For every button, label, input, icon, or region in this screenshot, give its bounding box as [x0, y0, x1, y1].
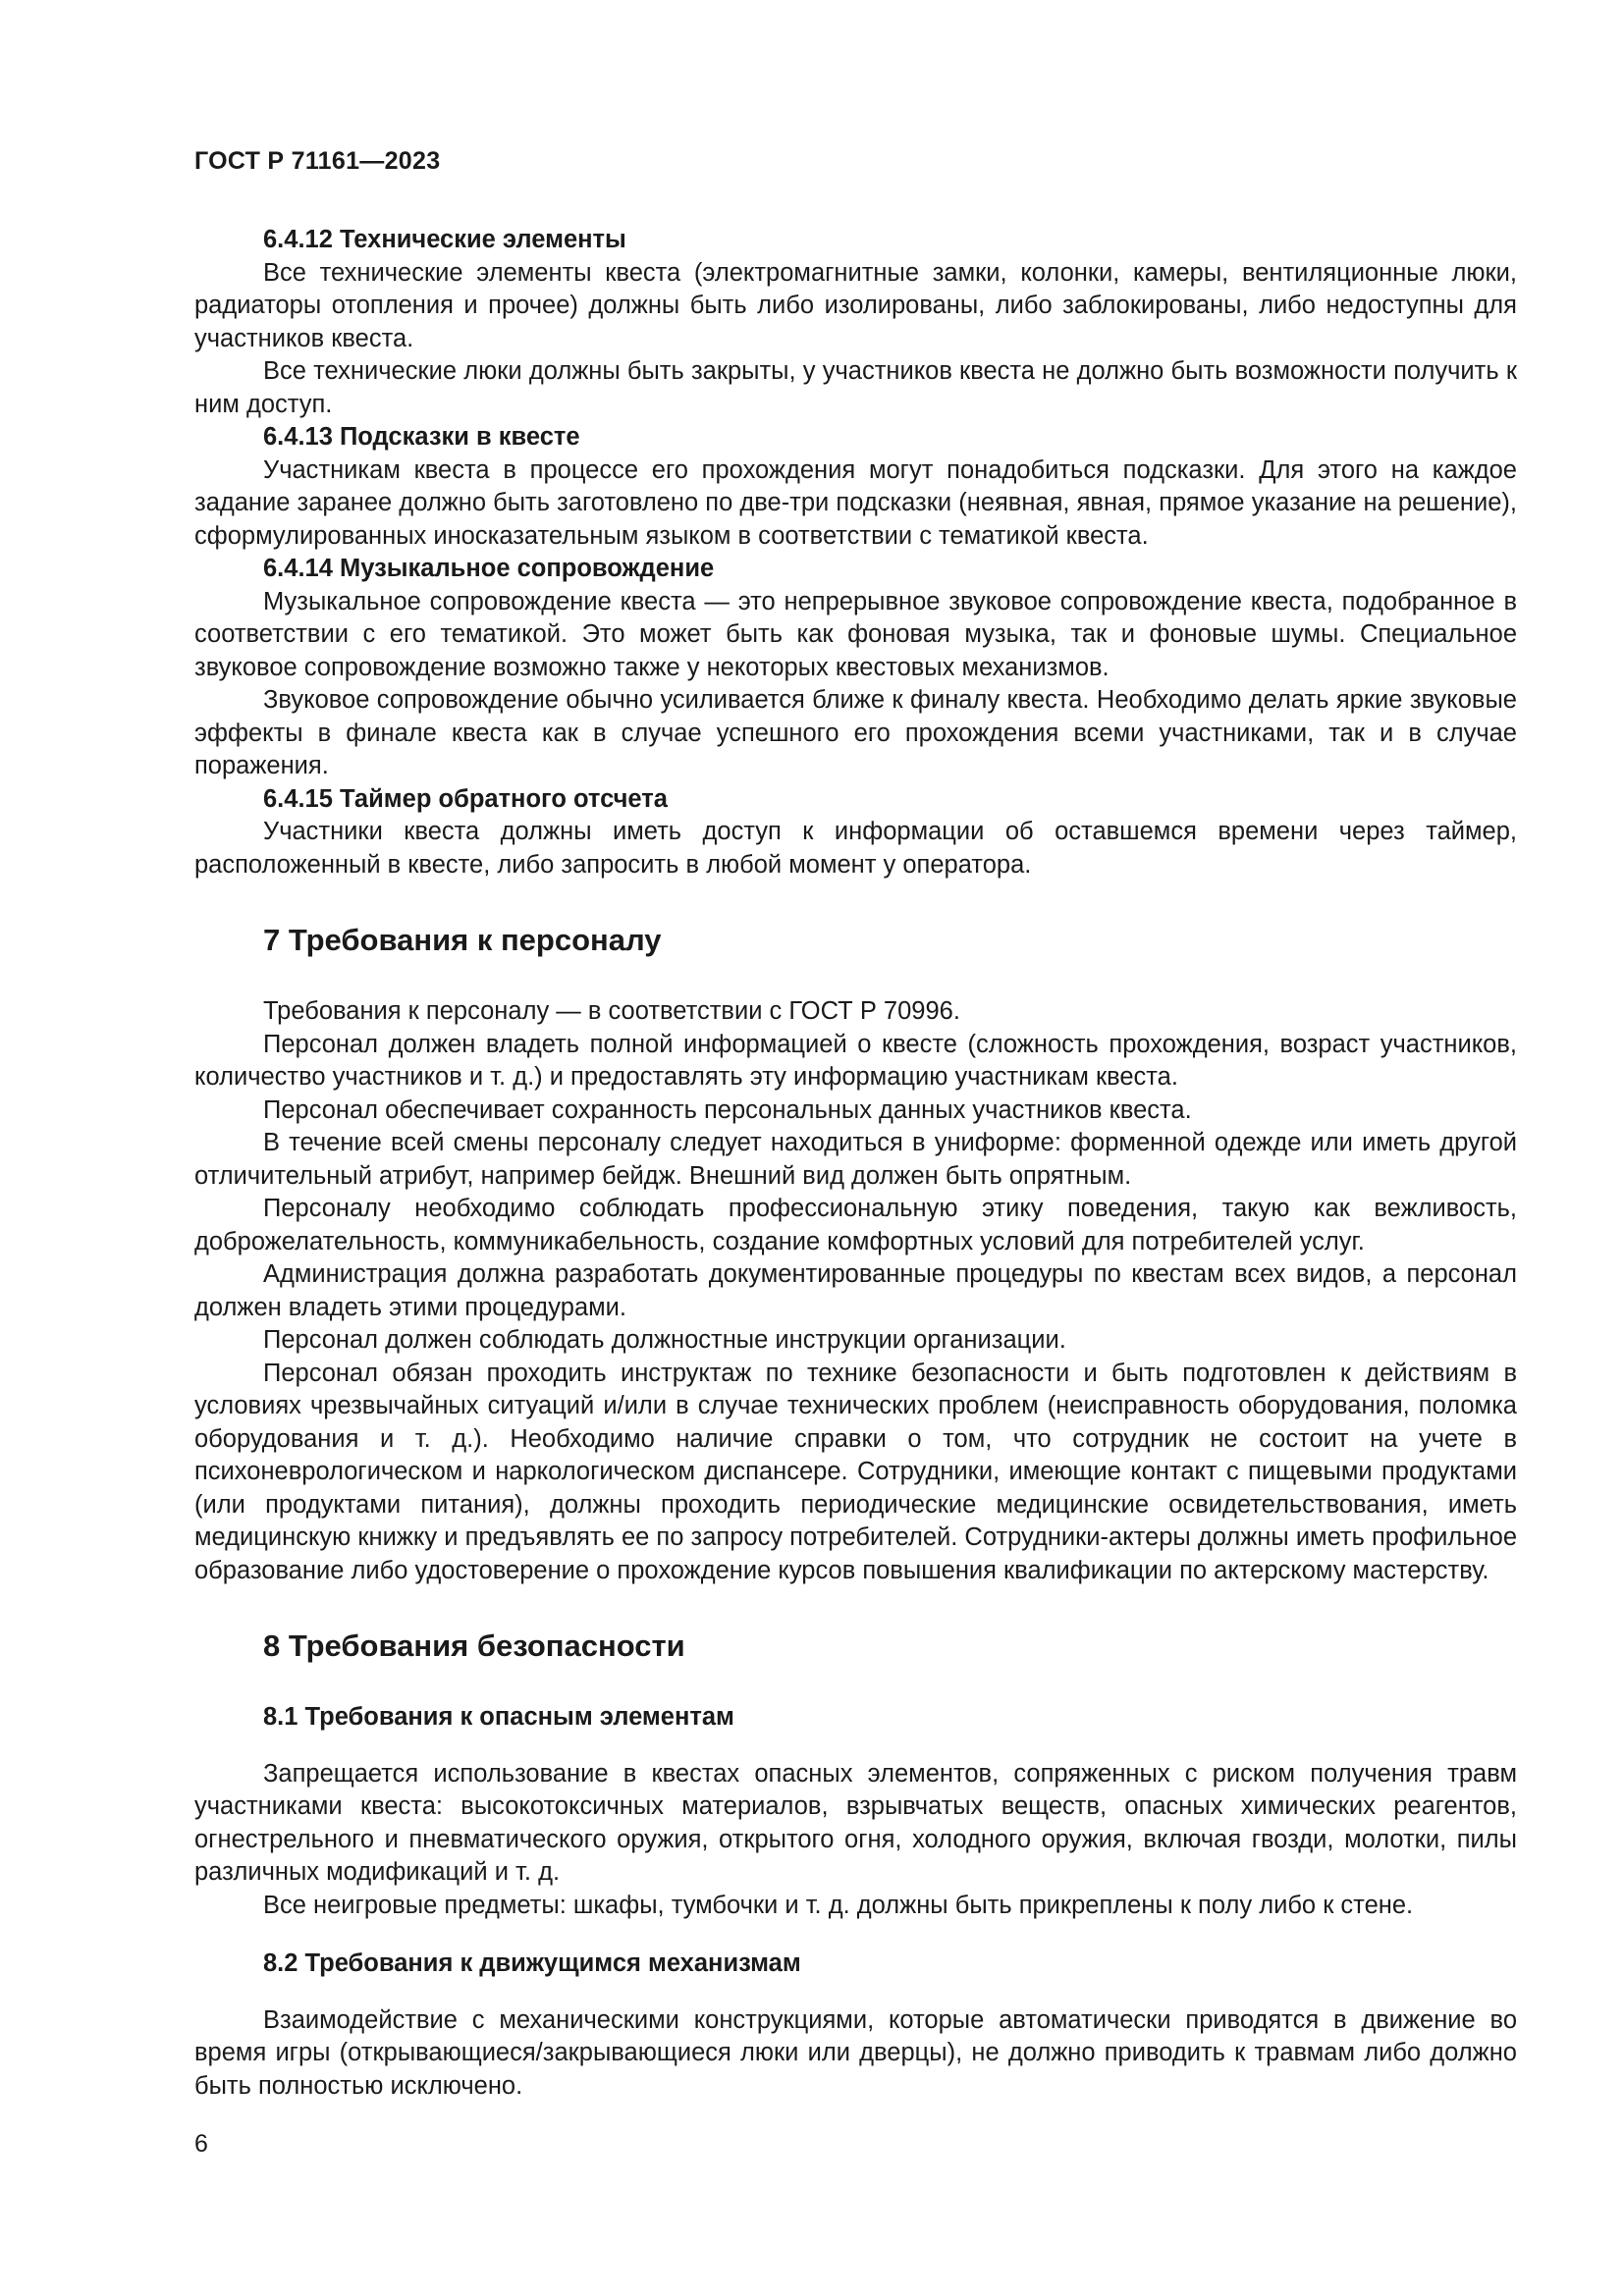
- section-7-paragraph: Персонал обязан проходить инструктаж по технике безопасности и быть подготовлен к действиям в условиях чрезвычайных ситуаций и/или в случае технических проблем (неисправность оборудования, поломка оборудования и т. д.). Необходимо наличие справки о том, что сотрудник не состоит на учете в психоневрологическом и наркологическом диспансере. Сотрудники, имеющие контакт с пищевыми продуктами (или продуктами питания), должны проходить периодические медицинские освидетельствования, иметь медицинскую книжку и предъявлять ее по запросу потребителей. Сотрудники-актеры должны иметь профильное образование либо удостоверение о прохождение курсов повышения квалификации по актерскому мастерству.: [194, 1359, 1517, 1584]
- section-7-paragraph: В течение всей смены персоналу следует находиться в униформе: форменной одежде или иметь другой отличительный атрибут, например бейдж. Внешний вид должен быть опрятным.: [194, 1129, 1517, 1190]
- section-6-4-13-title: 6.4.13 Подсказки в квесте: [263, 423, 580, 451]
- section-8-1-paragraph: Все неигровые предметы: шкафы, тумбочки и т. д. должны быть прикреплены к полу либо к стене.: [263, 1891, 1414, 1919]
- section-8-1-heading: 8.1 Требования к опасным элементам: [263, 1703, 734, 1731]
- section-6-4-12-paragraph: Все технические элементы квеста (электромагнитные замки, колонки, камеры, вентиляционные люки, радиаторы отопления и прочее) должны быть либо изолированы, либо заблокированы, либо недоступны для участников квеста.: [194, 258, 1517, 352]
- section-6-4-14-paragraph: Звуковое сопровождение обычно усиливается ближе к финалу квеста. Необходимо делать яркие звуковые эффекты в финале квеста как в случае успешного его прохождения всеми участниками, так и в случае поражения.: [194, 686, 1517, 779]
- section-6-4-14-title: 6.4.14 Музыкальное сопровождение: [263, 555, 715, 582]
- section-8-2-heading: 8.2 Требования к движущимся механизмам: [263, 1949, 801, 1977]
- section-7-paragraph: Требования к персоналу — в соответствии с ГОСТ Р 70996.: [263, 997, 960, 1025]
- section-6-4-15-title: 6.4.15 Таймер обратного отсчета: [263, 784, 668, 813]
- section-7-paragraph: Персонал должен владеть полной информацией о квесте (сложность прохождения, возраст участников, количество участников и т. д.) и предоставлять эту информацию участникам квеста.: [194, 1030, 1517, 1091]
- section-6-4-12-paragraph: Все технические люки должны быть закрыты, у участников квеста не должно быть возможности получить к ним доступ.: [194, 357, 1517, 418]
- section-7-paragraph: Персоналу необходимо соблюдать профессиональную этику поведения, такую как вежливость, доброжелательность, коммуникабельность, создание комфортных условий для потребителей услуг.: [194, 1195, 1517, 1255]
- section-6-4-14-paragraph: Музыкальное сопровождение квеста — это непрерывное звуковое сопровождение квеста, подобранное в соответствии с его тематикой. Это может быть как фоновая музыка, так и фоновые шумы. Специальное звуковое сопровождение возможно также у некоторых квестовых механизмов.: [194, 587, 1517, 681]
- document-code-header: ГОСТ Р 71161—2023: [194, 147, 441, 175]
- page-content: [194, 224, 1517, 2103]
- section-7-paragraph: Персонал обеспечивает сохранность персональных данных участников квеста.: [263, 1095, 1192, 1124]
- section-8-2-paragraph: Взаимодействие с механическими конструкциями, которые автоматически приводятся в движение во время игры (открывающиеся/закрывающиеся люки или дверцы), не должно приводить к травмам либо должно быть полностью исключено.: [194, 2005, 1517, 2100]
- section-7-heading: 7 Требования к персоналу: [263, 923, 662, 957]
- section-6-4-13-paragraph: Участникам квеста в процессе его прохождения могут понадобиться подсказки. Для этого на каждое задание заранее должно быть заготовлено по две-три подсказки (неявная, явная, прямое указание на решение), сформулированных иносказательным языком в соответствии с тематикой квеста.: [194, 455, 1517, 550]
- section-7-paragraph: Персонал должен соблюдать должностные инструкции организации.: [263, 1326, 1066, 1354]
- section-8-1-paragraph: Запрещается использование в квестах опасных элементов, сопряженных с риском получения травм участниками квеста: высокотоксичных материалов, взрывчатых веществ, опасных химических реагентов, огнестрельного и пневматического оружия, открытого огня, холодного оружия, включая гвозди, молотки, пилы различных модификаций и т. д.: [194, 1759, 1517, 1886]
- section-6-4-12-title: 6.4.12 Технические элементы: [263, 226, 626, 253]
- section-8-heading: 8 Требования безопасности: [263, 1629, 685, 1663]
- page-number: 6: [194, 2130, 208, 2158]
- section-6-4-15-paragraph: Участники квеста должны иметь доступ к информации об оставшемся времени через таймер, расположенный в квесте, либо запросить в любой момент у оператора.: [194, 818, 1517, 879]
- section-7-paragraph: Администрация должна разработать документированные процедуры по квестам всех видов, а персонал должен владеть этими процедурами.: [194, 1260, 1517, 1321]
